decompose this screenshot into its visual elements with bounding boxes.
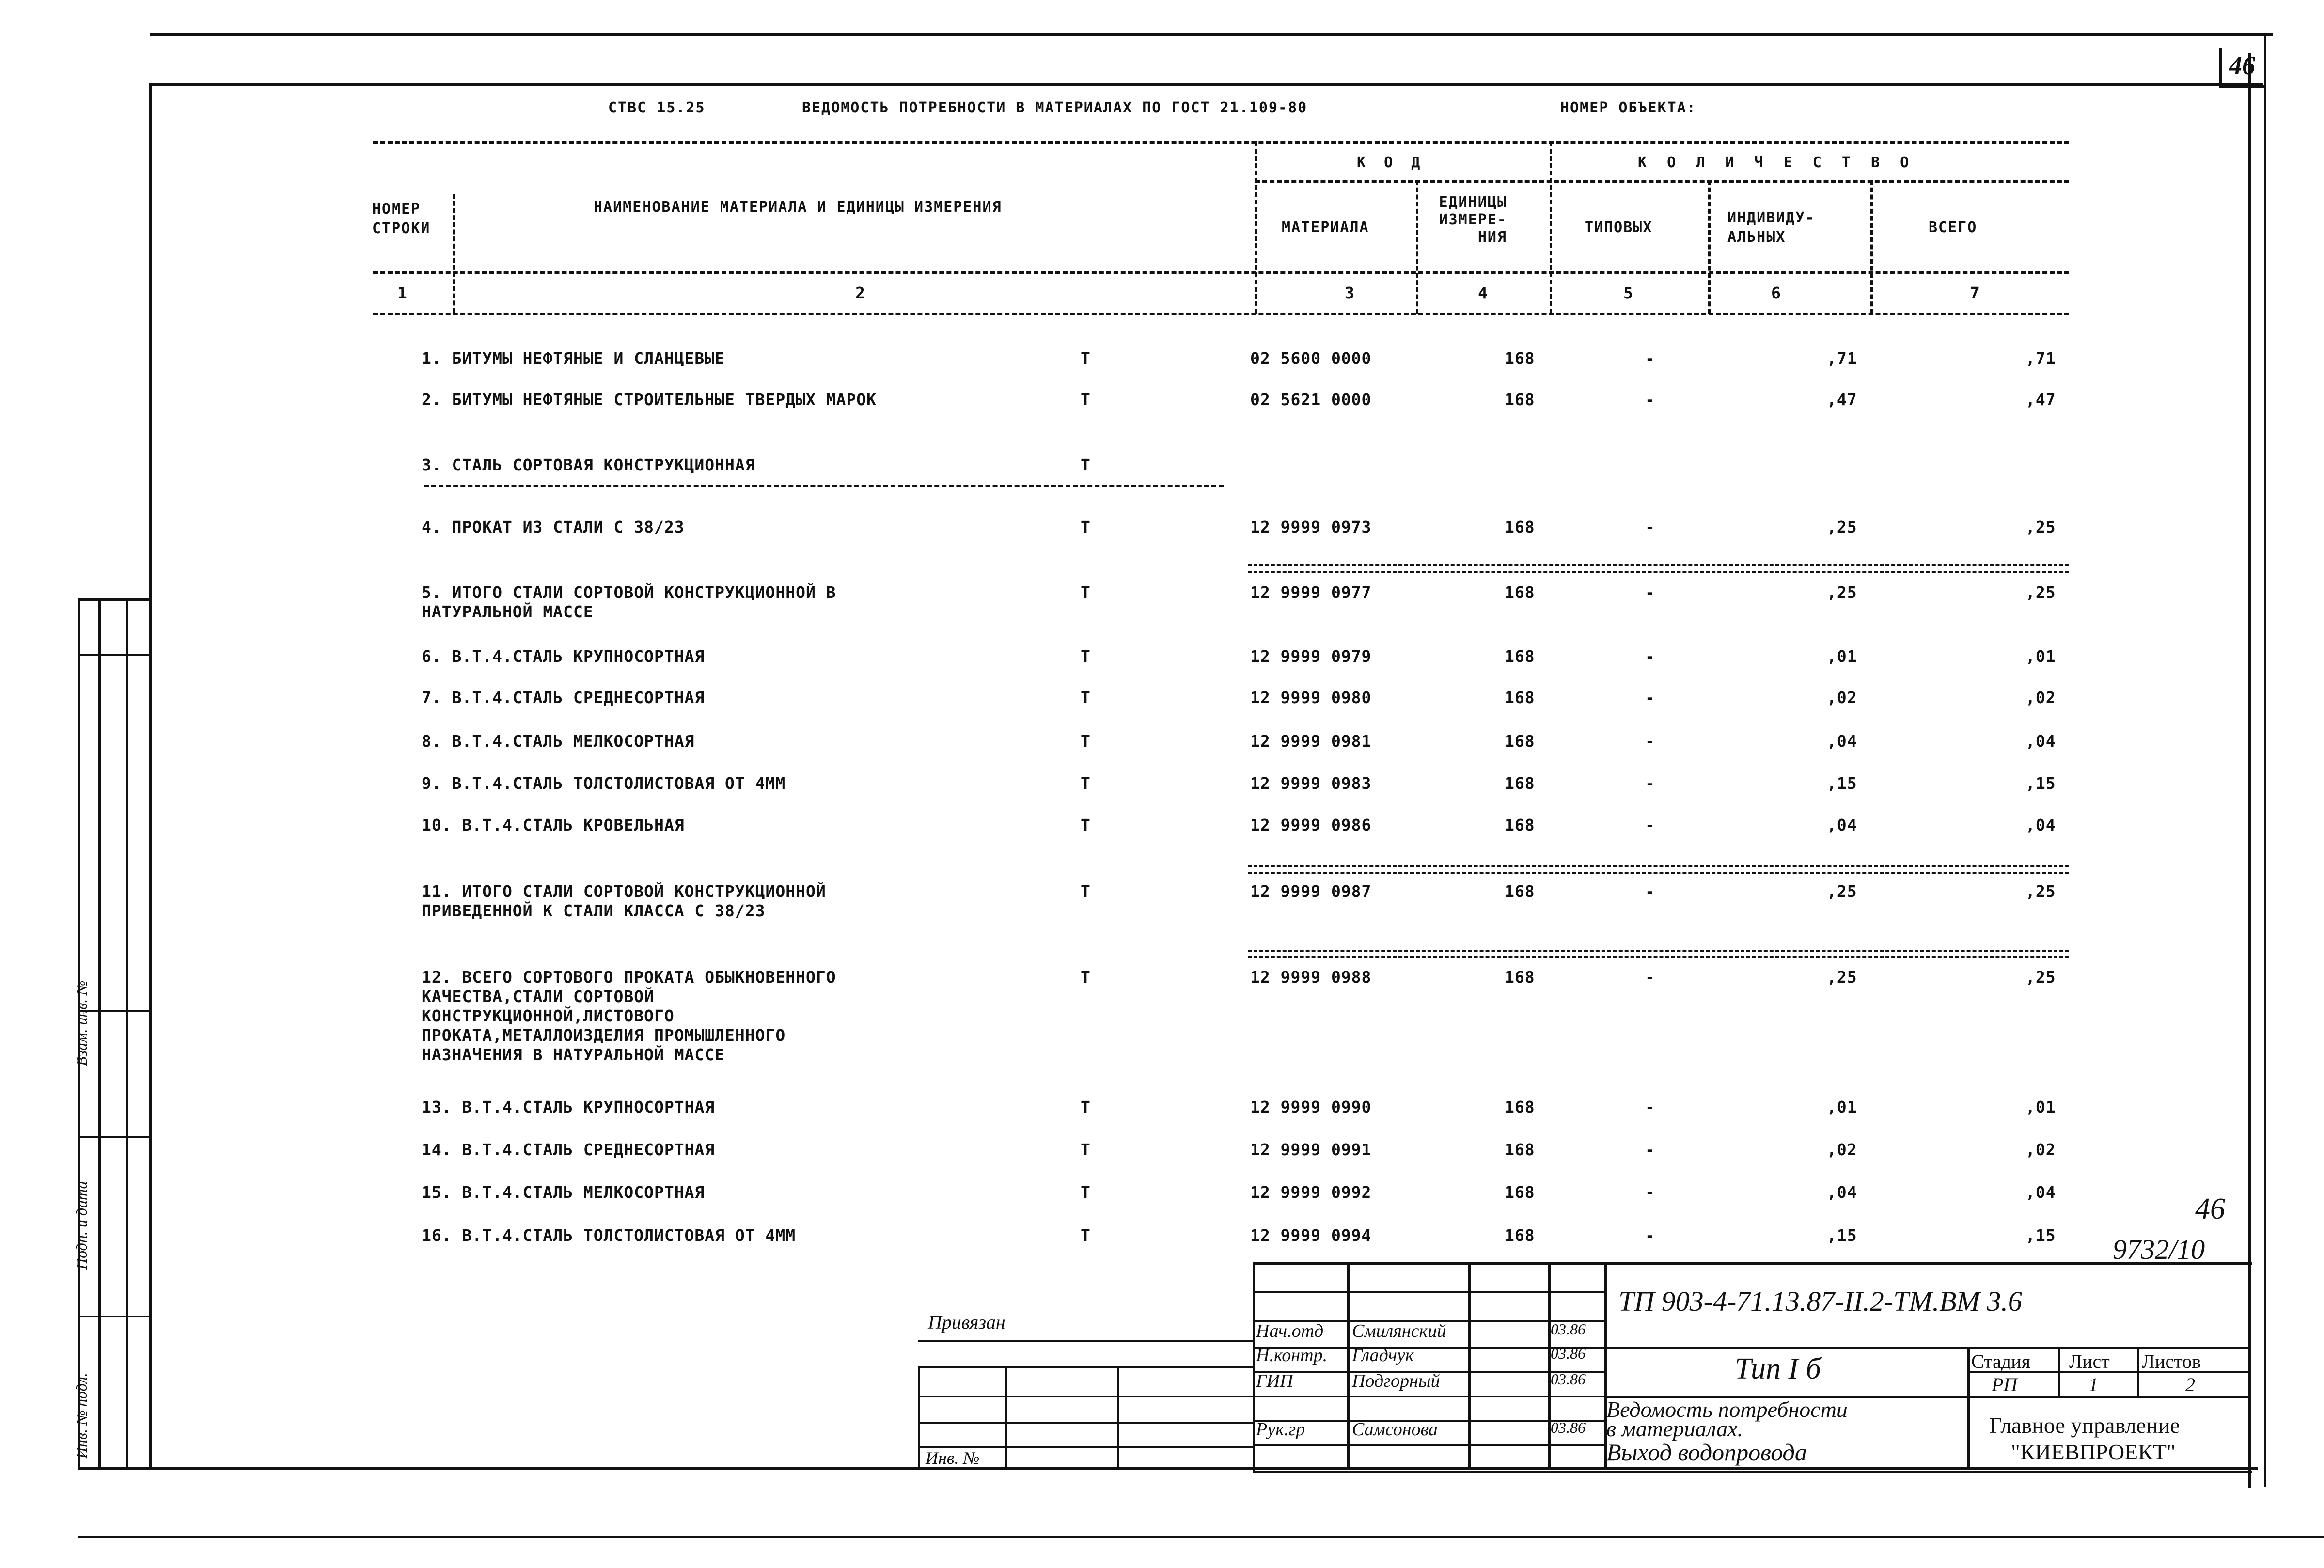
row-10-qty-typical: - xyxy=(1645,815,1655,834)
org-line-2: "КИЕВПРОЕКТ" xyxy=(2011,1440,2176,1464)
row-12-unit: Т xyxy=(1081,968,1091,987)
row-15-unit-code: 168 xyxy=(1505,1183,1535,1202)
doc-code: ТП 903-4-71.13.87-II.2-ТМ.ВМ 3.6 xyxy=(1618,1286,2022,1317)
row-11-qty-typical: - xyxy=(1645,882,1655,901)
row-14-name: 14. В.Т.4.СТАЛЬ СРЕДНЕСОРТНАЯ xyxy=(422,1140,715,1159)
row-13-material-code: 12 9999 0990 xyxy=(1250,1098,1372,1116)
row-10-qty-individual: ,04 xyxy=(1827,815,1857,834)
doc-description-1: Ведомость потребности xyxy=(1606,1397,1848,1422)
col-head-code-group: К О Д xyxy=(1357,154,1425,171)
row-4-material-code: 12 9999 0973 xyxy=(1250,517,1372,536)
col-head-qty-typical: ТИПОВЫХ xyxy=(1585,219,1653,236)
frame-right-outer xyxy=(2264,33,2266,1487)
row-10-qty-total: ,04 xyxy=(2026,815,2056,834)
row-7-unit-code: 168 xyxy=(1505,688,1535,707)
row-5-unit-code: 168 xyxy=(1505,583,1535,602)
row-9-material-code: 12 9999 0983 xyxy=(1250,774,1372,793)
row-13-qty-individual: ,01 xyxy=(1827,1098,1857,1116)
row-11-unit-code: 168 xyxy=(1505,882,1535,901)
system-code: СТВС 15.25 xyxy=(608,99,706,116)
row-11-qty-individual: ,25 xyxy=(1827,882,1857,901)
row-1-qty-total: ,71 xyxy=(2026,349,2056,368)
org-line-1: Главное управление xyxy=(1989,1413,2180,1438)
header-rule-top xyxy=(373,141,2069,144)
row-10-unit-code: 168 xyxy=(1505,815,1535,834)
row-16-qty-individual: ,15 xyxy=(1827,1226,1857,1245)
col-head-code-material: МАТЕРИАЛА xyxy=(1282,219,1369,236)
row-9-unit: Т xyxy=(1081,774,1091,793)
margin-label-vzam: Взам. инв. № xyxy=(73,980,90,1066)
row-5-qty-total: ,25 xyxy=(2026,583,2056,602)
row-13-name: 13. В.Т.4.СТАЛЬ КРУПНОСОРТНАЯ xyxy=(422,1098,715,1116)
row-15-qty-typical: - xyxy=(1645,1183,1655,1202)
row-7-qty-typical: - xyxy=(1645,688,1655,707)
col-num-4: 4 xyxy=(1478,283,1488,302)
row-6-qty-individual: ,01 xyxy=(1827,647,1857,666)
row-14-unit: Т xyxy=(1081,1140,1091,1159)
row-4-qty-total: ,25 xyxy=(2026,517,2056,536)
signer-3-role: ГИП xyxy=(1256,1371,1293,1391)
signer-4-name: Самсонова xyxy=(1352,1419,1438,1440)
row-7-unit: Т xyxy=(1081,688,1091,707)
rule-under-row-3 xyxy=(424,485,1224,487)
row-9-qty-individual: ,15 xyxy=(1827,774,1857,793)
signer-2-name: Гладчук xyxy=(1352,1345,1414,1365)
row-14-qty-individual: ,02 xyxy=(1827,1140,1857,1159)
row-4-name: 4. ПРОКАТ ИЗ СТАЛИ С 38/23 xyxy=(422,517,685,536)
row-15-unit: Т xyxy=(1081,1183,1091,1202)
privyazan-label: Привязан xyxy=(928,1311,1005,1333)
row-2-qty-typical: - xyxy=(1645,390,1655,409)
margin-label-podp: Подп. и дата xyxy=(73,1181,90,1270)
row-13-unit: Т xyxy=(1081,1098,1091,1116)
row-13-unit-code: 168 xyxy=(1505,1098,1535,1116)
frame-top xyxy=(150,83,2263,86)
row-3-unit: Т xyxy=(1081,455,1091,474)
col-num-2: 2 xyxy=(855,283,865,302)
row-1-name: 1. БИТУМЫ НЕФТЯНЫЕ И СЛАНЦЕВЫЕ xyxy=(422,349,725,368)
signer-2-date: 03.86 xyxy=(1551,1345,1586,1362)
row-11-name: 11. ИТОГО СТАЛИ СОРТОВОЙ КОНСТРУКЦИОННОЙ ПРИВЕДЕННОЙ К СТАЛИ КЛАССА С 38/23 xyxy=(422,882,826,920)
row-8-qty-typical: - xyxy=(1645,732,1655,751)
row-4-qty-typical: - xyxy=(1645,517,1655,536)
row-2-unit: Т xyxy=(1081,390,1091,409)
inv-no-label: Инв. № xyxy=(926,1448,980,1468)
header-rule-bottom xyxy=(373,313,2069,315)
row-14-qty-typical: - xyxy=(1645,1140,1655,1159)
signer-3-name: Подгорный xyxy=(1352,1371,1440,1391)
margin-label-inv: Инв. № подл. xyxy=(73,1373,90,1458)
row-2-qty-individual: ,47 xyxy=(1827,390,1857,409)
row-16-unit-code: 168 xyxy=(1505,1226,1535,1245)
stage-value: РП xyxy=(1992,1374,2018,1396)
row-5-name: 5. ИТОГО СТАЛИ СОРТОВОЙ КОНСТРУКЦИОННОЙ В НАТУРАЛЬНОЙ МАССЕ xyxy=(422,583,836,621)
row-16-material-code: 12 9999 0994 xyxy=(1250,1226,1372,1245)
row-9-qty-total: ,15 xyxy=(2026,774,2056,793)
row-1-material-code: 02 5600 0000 xyxy=(1250,349,1372,368)
row-12-qty-total: ,25 xyxy=(2026,968,2056,987)
header-rule-sub xyxy=(373,271,2069,274)
col-num-1: 1 xyxy=(397,283,408,302)
sep-tot xyxy=(1870,180,1873,314)
sep-ind xyxy=(1708,180,1711,314)
top-rule xyxy=(150,33,2273,36)
row-2-name: 2. БИТУМЫ НЕФТЯНЫЕ СТРОИТЕЛЬНЫЕ ТВЕРДЫХ МАРОК xyxy=(422,390,877,409)
row-12-qty-typical: - xyxy=(1645,968,1655,987)
sep-qty xyxy=(1550,141,1552,314)
signer-3-date: 03.86 xyxy=(1551,1370,1586,1388)
row-15-qty-individual: ,04 xyxy=(1827,1183,1857,1202)
row-5-qty-typical: - xyxy=(1645,583,1655,602)
col-num-3: 3 xyxy=(1345,283,1355,302)
row-2-unit-code: 168 xyxy=(1505,390,1535,409)
row-6-qty-total: ,01 xyxy=(2026,647,2056,666)
row-8-qty-individual: ,04 xyxy=(1827,732,1857,751)
signer-1-name: Смилянский xyxy=(1352,1321,1446,1341)
rule-before-row-12 xyxy=(1248,950,2069,958)
row-14-material-code: 12 9999 0991 xyxy=(1250,1140,1372,1159)
signer-4-date: 03.86 xyxy=(1551,1419,1586,1436)
doc-type: Тип I б xyxy=(1735,1352,1821,1385)
col-head-code-unit: ЕДИНИЦЫ ИЗМЕРЕ- НИЯ xyxy=(1439,194,1507,246)
row-12-qty-individual: ,25 xyxy=(1827,968,1857,987)
col-num-6: 6 xyxy=(1771,283,1781,302)
handwritten-sheet: 46 xyxy=(2195,1192,2225,1225)
row-14-unit-code: 168 xyxy=(1505,1140,1535,1159)
bottom-rule xyxy=(78,1536,2324,1538)
col-num-5: 5 xyxy=(1623,283,1633,302)
col-head-name: НАИМЕНОВАНИЕ МАТЕРИАЛА И ЕДИНИЦЫ ИЗМЕРЕНИЯ xyxy=(594,199,1002,216)
row-2-material-code: 02 5621 0000 xyxy=(1250,390,1372,409)
doc-description-3: Выход водопровода xyxy=(1606,1439,1807,1466)
sep-code xyxy=(1255,141,1257,314)
row-9-name: 9. В.Т.4.СТАЛЬ ТОЛСТОЛИСТОВАЯ ОТ 4ММ xyxy=(422,774,786,793)
handwritten-code: 9732/10 xyxy=(2113,1234,2205,1265)
row-7-material-code: 12 9999 0980 xyxy=(1250,688,1372,707)
signer-1-role: Нач.отд xyxy=(1256,1321,1324,1341)
row-5-unit: Т xyxy=(1081,583,1091,602)
col-head-qty-group: К О Л И Ч Е С Т В О xyxy=(1638,154,1915,171)
row-6-unit-code: 168 xyxy=(1505,647,1535,666)
row-15-name: 15. В.Т.4.СТАЛЬ МЕЛКОСОРТНАЯ xyxy=(422,1183,705,1202)
col-num-7: 7 xyxy=(1970,283,1980,302)
row-14-qty-total: ,02 xyxy=(2026,1140,2056,1159)
row-6-qty-typical: - xyxy=(1645,647,1655,666)
sheet-label: Лист xyxy=(2069,1350,2110,1372)
row-4-unit: Т xyxy=(1081,517,1091,536)
row-12-unit-code: 168 xyxy=(1505,968,1535,987)
frame-left xyxy=(149,83,152,1469)
sheets-label: Листов xyxy=(2142,1350,2201,1372)
row-6-material-code: 12 9999 0979 xyxy=(1250,647,1372,666)
rule-before-row-5 xyxy=(1248,564,2069,573)
row-9-unit-code: 168 xyxy=(1505,774,1535,793)
row-11-qty-total: ,25 xyxy=(2026,882,2056,901)
row-10-material-code: 12 9999 0986 xyxy=(1250,815,1372,834)
row-2-qty-total: ,47 xyxy=(2026,390,2056,409)
sep-name xyxy=(453,194,455,313)
signer-4-role: Рук.гр xyxy=(1256,1419,1305,1440)
row-16-qty-typical: - xyxy=(1645,1226,1655,1245)
row-13-qty-typical: - xyxy=(1645,1098,1655,1116)
row-1-unit-code: 168 xyxy=(1505,349,1535,368)
signer-1-date: 03.86 xyxy=(1551,1320,1586,1338)
row-15-qty-total: ,04 xyxy=(2026,1183,2056,1202)
row-1-qty-typical: - xyxy=(1645,349,1655,368)
row-5-qty-individual: ,25 xyxy=(1827,583,1857,602)
row-8-material-code: 12 9999 0981 xyxy=(1250,732,1372,751)
row-8-qty-total: ,04 xyxy=(2026,732,2056,751)
row-8-unit: Т xyxy=(1081,732,1091,751)
row-5-material-code: 12 9999 0977 xyxy=(1250,583,1372,602)
privyazan-rule xyxy=(918,1340,1253,1342)
row-12-name: 12. ВСЕГО СОРТОВОГО ПРОКАТА ОБЫКНОВЕННОГО КАЧЕСТВА,СТАЛИ СОРТОВОЙ КОНСТРУКЦИОННОЙ,ЛИСТОВОГО ПРОКАТА,МЕТАЛЛОИЗДЕЛИЯ ПРОМЫШЛЕННОГО НАЗНАЧЕНИЯ В НАТУРАЛЬНОЙ МАССЕ xyxy=(422,968,836,1064)
row-8-name: 8. В.Т.4.СТАЛЬ МЕЛКОСОРТНАЯ xyxy=(422,732,695,751)
header-rule-mid xyxy=(1255,180,2069,183)
row-9-qty-typical: - xyxy=(1645,774,1655,793)
document-title: ВЕДОМОСТЬ ПОТРЕБНОСТИ В МАТЕРИАЛАХ ПО ГОСТ 21.109-80 xyxy=(802,99,1308,116)
row-8-unit-code: 168 xyxy=(1505,732,1535,751)
doc-description-2: в материалах. xyxy=(1606,1416,1743,1441)
row-11-material-code: 12 9999 0987 xyxy=(1250,882,1372,901)
row-11-unit: Т xyxy=(1081,882,1091,901)
row-7-name: 7. В.Т.4.СТАЛЬ СРЕДНЕСОРТНАЯ xyxy=(422,688,705,707)
row-4-qty-individual: ,25 xyxy=(1827,517,1857,536)
sheets-value: 2 xyxy=(2185,1374,2195,1396)
page-number: 46 xyxy=(2229,51,2255,80)
row-13-qty-total: ,01 xyxy=(2026,1098,2056,1116)
row-7-qty-individual: ,02 xyxy=(1827,688,1857,707)
row-3-name: 3. СТАЛЬ СОРТОВАЯ КОНСТРУКЦИОННАЯ xyxy=(422,455,755,474)
row-6-unit: Т xyxy=(1081,647,1091,666)
row-10-unit: Т xyxy=(1081,815,1091,834)
col-head-qty-total: ВСЕГО xyxy=(1929,219,1978,236)
col-head-qty-individual: ИНДИВИДУ- АЛЬНЫХ xyxy=(1727,209,1815,246)
object-label: НОМЕР ОБЪЕКТА: xyxy=(1560,99,1696,116)
row-12-material-code: 12 9999 0988 xyxy=(1250,968,1372,987)
row-15-material-code: 12 9999 0992 xyxy=(1250,1183,1372,1202)
row-7-qty-total: ,02 xyxy=(2026,688,2056,707)
sep-unit xyxy=(1416,180,1418,314)
row-6-name: 6. В.Т.4.СТАЛЬ КРУПНОСОРТНАЯ xyxy=(422,647,705,666)
row-10-name: 10. В.Т.4.СТАЛЬ КРОВЕЛЬНАЯ xyxy=(422,815,685,834)
row-16-qty-total: ,15 xyxy=(2026,1226,2056,1245)
rule-before-row-11 xyxy=(1248,865,2069,874)
col-head-rownum: НОМЕР СТРОКИ xyxy=(372,201,431,237)
row-16-name: 16. В.Т.4.СТАЛЬ ТОЛСТОЛИСТОВАЯ ОТ 4ММ xyxy=(422,1226,796,1245)
signer-2-role: Н.контр. xyxy=(1256,1345,1328,1365)
row-1-qty-individual: ,71 xyxy=(1827,349,1857,368)
row-1-unit: Т xyxy=(1081,349,1091,368)
sheet-value: 1 xyxy=(2088,1374,2098,1396)
row-4-unit-code: 168 xyxy=(1505,517,1535,536)
row-16-unit: Т xyxy=(1081,1226,1091,1245)
stage-label: Стадия xyxy=(1971,1350,2031,1372)
